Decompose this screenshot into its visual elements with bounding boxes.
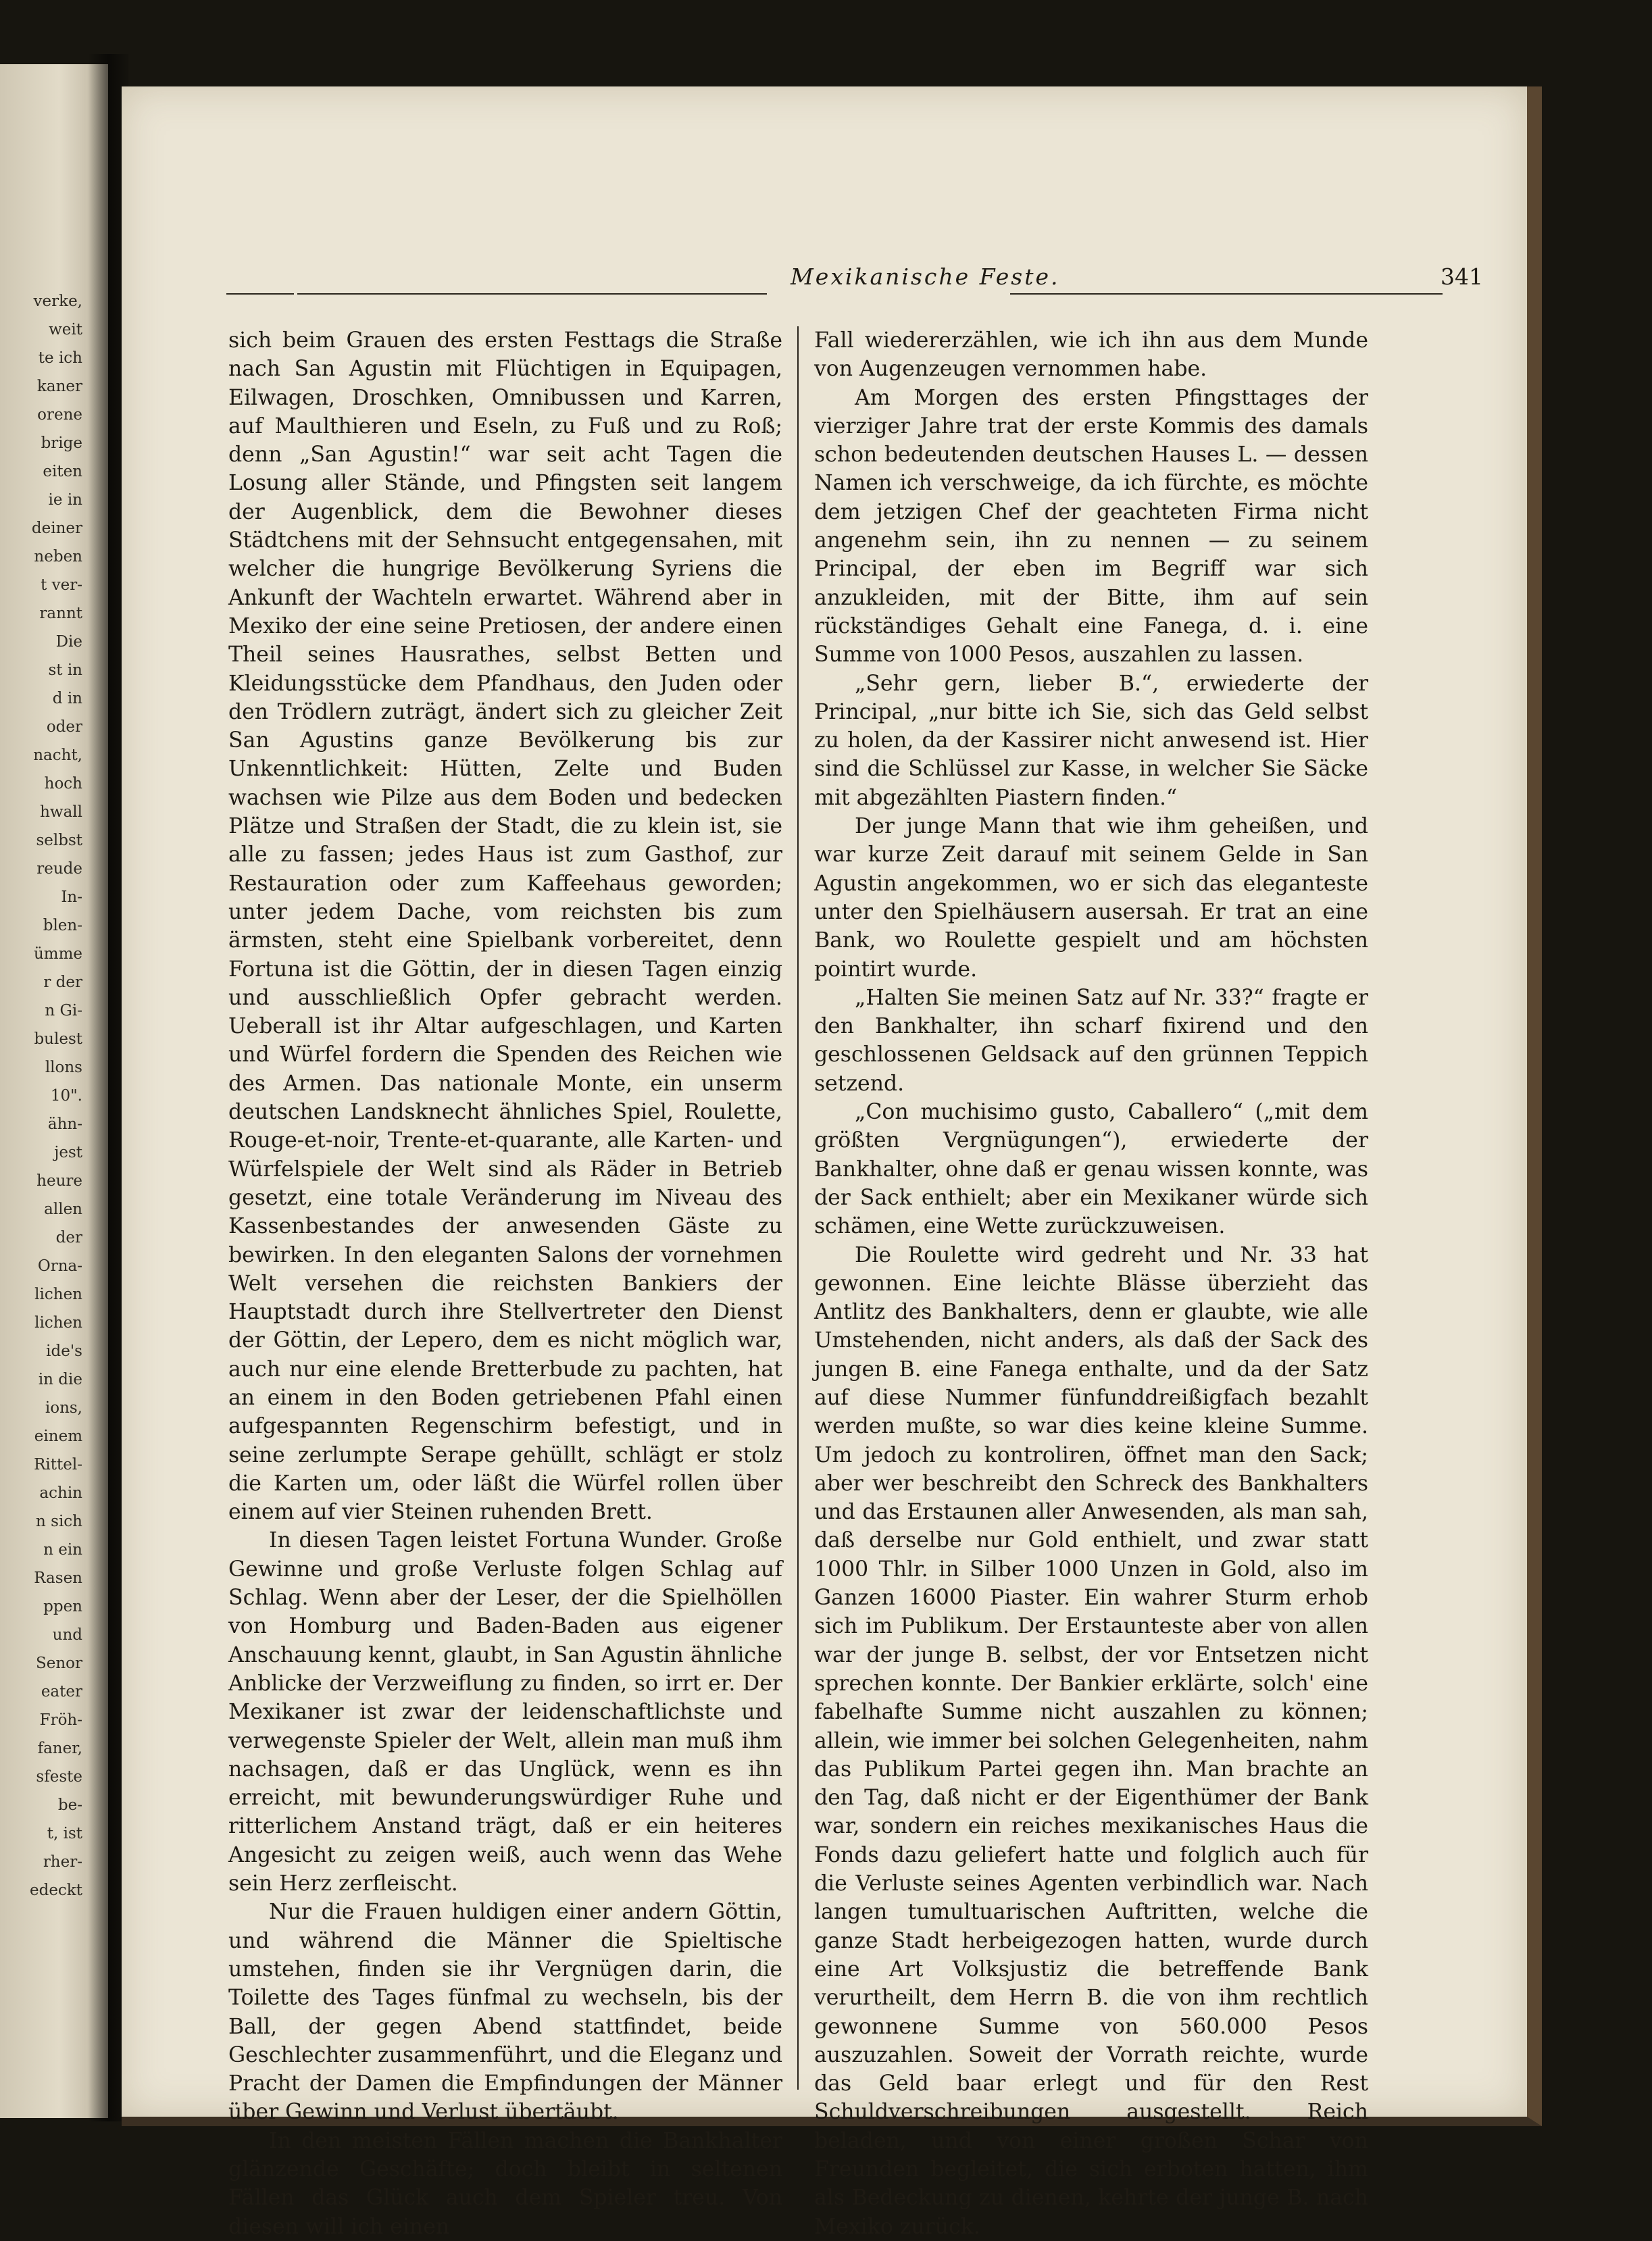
facing-page-fragment: Senor [35, 1655, 82, 1672]
facing-page-fragment: verke, [33, 293, 82, 310]
facing-page-fragment: der [55, 1229, 82, 1247]
facing-page-fragment: ions, [45, 1399, 82, 1417]
header-rule-right [1010, 293, 1443, 295]
facing-page-text-fragments [3, 287, 82, 1905]
facing-page-fragment: brige [41, 434, 82, 452]
facing-page-fragment: t ver- [41, 576, 82, 594]
facing-page-fragment: deiner [31, 520, 82, 537]
facing-page-fragment: hwall [40, 803, 82, 821]
facing-page-fragment: reude [36, 860, 82, 878]
facing-page-fragment: be- [57, 1796, 82, 1814]
facing-page-fragment: blen- [43, 917, 82, 934]
paragraph: „Sehr gern, lieber B.“, erwiederte der Principal, „nur bitte ich Sie, sich das Geld selbst zu holen, da der Kassirer nicht anwesend ist. Hier sind die Schlüssel zur Kasse, in welcher Sie Säcke mit abgezählten Piastern finden.“ [814, 671, 1368, 810]
facing-page-fragment: faner, [37, 1740, 82, 1757]
paragraph: „Con muchisimo gusto, Caballero“ („mit dem größten Vergnügungen“), erwiederte der Bankhalter, ohne daß er genau wissen konnte, was der Sack enthielt; aber ein Mexikaner würde sich schämen, eine Wette zurückzuweisen. [814, 1100, 1368, 1239]
facing-page-fragment: 10". [50, 1087, 82, 1105]
facing-page-fragment: rannt [39, 605, 82, 622]
facing-page-fragment: rher- [43, 1853, 82, 1871]
text-column-right [814, 326, 1368, 2241]
facing-page-fragment: bulest [34, 1030, 82, 1048]
facing-page-fragment: ide's [46, 1342, 82, 1360]
running-header [226, 263, 1483, 297]
facing-page-fragment: lichen [34, 1286, 82, 1303]
facing-page-fragment: selbst [36, 832, 82, 849]
facing-page-fragment: kaner [36, 378, 82, 395]
paragraph: In den meisten Fällen machen die Bankhalter glänzende Geschäfte; doch bleibt in seltenen Fällen das Glück auch dem Spieler treu. Von diesen will ich einen [228, 2128, 782, 2239]
facing-page-fragment: ümme [33, 945, 82, 963]
facing-page-fragment: Rasen [34, 1569, 82, 1587]
facing-page-fragment: ähn- [47, 1115, 82, 1133]
facing-page-fragment: nacht, [33, 747, 82, 764]
facing-page-fragment: edeckt [29, 1882, 82, 1899]
facing-page-fragment: neben [34, 548, 82, 565]
facing-page-fragment: n Gi- [45, 1002, 82, 1019]
paragraph: „Halten Sie meinen Satz auf Nr. 33?“ fragte er den Bankhalter, ihn scharf fixirend und den geschlossenen Geldsack auf den grünnen Teppich setzend. [814, 985, 1368, 1096]
facing-page-fragment: sfeste [36, 1768, 82, 1786]
facing-page-fragment: jest [54, 1144, 82, 1161]
facing-page-fragment: n sich [36, 1513, 82, 1530]
facing-page-fragment: n ein [43, 1541, 82, 1559]
column-divider [797, 326, 799, 2090]
paragraph: Fall wiedererzählen, wie ich ihn aus dem Munde von Augenzeugen vernommen habe. [814, 328, 1368, 382]
facing-page-fragment: weit [49, 321, 82, 338]
page-number: 341 [1441, 263, 1483, 290]
facing-page-fragment: Die [55, 633, 82, 651]
facing-page-fragment: heure [36, 1172, 82, 1190]
paragraph: Nur die Frauen huldigen einer andern Göttin, und während die Männer die Spieltische umstehen, finden sie ihr Vergnügen darin, die Toilette des Tages fünfmal zu wechseln, bis der Ball, der gegen Abend stattfindet, beide Geschlechter zusammenführt, und die Eleganz und Pracht der Damen die Empfindungen der Männer über Gewinn und Verlust übertäubt. [228, 1900, 782, 2125]
facing-page-fragment: eiten [43, 463, 82, 480]
facing-page-fragment: in die [38, 1371, 82, 1388]
facing-page-fragment: st in [48, 661, 82, 679]
facing-page-fragment: allen [44, 1201, 82, 1218]
paragraph: Die Roulette wird gedreht und Nr. 33 hat gewonnen. Eine leichte Blässe überzieht das Antlitz des Bankhalters, denn er glaubte, wie alle Umstehenden, nicht anders, als daß der Sack des jungen B. eine Fanega enthalte, und da der Satz auf diese Nummer fünfunddreißigfach bezahlt werden mußte, so war dies keine kleine Summe. Um jedoch zu kontroliren, öffnet man den Sack; aber wer beschreibt den Schreck des Bankhalters und das Erstaunen aller Anwesenden, als man sah, daß derselbe nur Gold enthielt, und zwar statt 1000 Thlr. in Silber 1000 Unzen in Gold, also im Ganzen 16000 Piaster. Ein wahrer Sturm erhob sich im Publikum. Der Erstaunteste aber von allen war der junge B. selbst, der vor Entsetzen nicht sprechen konnte. Der Bankier erklärte, solch' eine fabelhafte Summe nicht auszahlen zu können; allein, wie immer bei solchen Gelegenheiten, nahm das Publikum Partei gegen ihn. Man brachte an den Tag, daß nicht er der Eigenthümer der Bank war, sondern ein reiches mexikanisches Haus die Fonds dazu geliefert hatte und folglich auch für die Verluste seines Agenten verbindlich war. Nach langen tumultuarischen Auftritten, welche die ganze Stadt herbeigezogen hatten, wurde durch eine Art Volksjustiz die betreffende Bank verurtheilt, dem Herrn B. die von ihm rechtlich gewonnene Summe von 560.000 Pesos auszuzahlen. Soweit der Vorrath reichte, wurde das Geld baar erlegt und für den Rest Schuldverschreibungen ausgestellt. Reich beladen, und von einer großen Schar von Freunden begleitet, die sich erboten hatten, ihm als Bedeckung zu dienen, kehrte der junge B. nach Mexiko zurück. [814, 1242, 1368, 2239]
facing-page-fragment: d in [52, 690, 82, 707]
facing-page-fragment: und [52, 1626, 82, 1644]
paragraph: Der junge Mann that wie ihm geheißen, und war kurze Zeit darauf mit seinem Gelde in San Agustin angekommen, wo er sich das eleganteste unter den Spielhäusern ausersah. Er trat an eine Bank, wo Roulette gespielt und am höchsten pointirt wurde. [814, 814, 1368, 982]
facing-page-fragment: ppen [43, 1598, 82, 1615]
facing-page-fragment: ie in [48, 491, 82, 509]
facing-page-fragment: eater [41, 1683, 82, 1701]
facing-page-fragment: einem [34, 1428, 82, 1445]
header-rule-short [226, 293, 294, 295]
header-rule-left [297, 293, 767, 295]
facing-page-fragment: hoch [44, 775, 82, 792]
facing-page-fragment: orene [37, 406, 82, 424]
facing-page-fragment: oder [46, 718, 82, 736]
text-column-left [228, 326, 782, 2241]
facing-page-fragment: Orna- [37, 1257, 82, 1275]
facing-page-fragment: Fröh- [39, 1711, 82, 1729]
paragraph: Am Morgen des ersten Pfingsttages der vierziger Jahre trat der erste Kommis des damals schon bedeutenden deutschen Hauses L. — dessen Namen ich verschweige, da ich fürchte, es möchte dem jetzigen Chef der geachteten Firma nicht angenehm sein, ihn zu nennen — zu seinem Principal, der eben im Begriff war sich anzukleiden, mit der Bitte, ihm auf sein rückständiges Gehalt eine Fanega, d. i. eine Summe von 1000 Pesos, auszahlen zu lassen. [814, 385, 1368, 668]
facing-page-fragment: r der [43, 974, 82, 991]
running-title: Mexikanische Feste. [791, 263, 1060, 290]
facing-page-fragment: lichen [34, 1314, 82, 1332]
book-page [122, 86, 1542, 2239]
paragraph: sich beim Grauen des ersten Festtags die Straße nach San Agustin mit Flüchtigen in Equipagen, Eilwagen, Droschken, Omnibussen und Karren, auf Maulthieren und Eseln, zu Fuß und zu Roß; denn „San Agustin!“ war seit acht Tagen die Losung aller Stände, und Pfingsten seit langem der Augenblick, dem die Bewohner dieses Städtchens mit der Sehnsucht entgegensahen, mit welcher die hungrige Bevölkerung Syriens die Ankunft der Wachteln erwartet. Während aber in Mexiko der eine seine Pretiosen, der andere einen Theil seines Hausrathes, selbst Betten und Kleidungsstücke dem Pfandhaus, den Juden oder den Trödlern zuträgt, ändert sich zu gleicher Zeit San Agustins ganze Bevölkerung bis zur Unkenntlichkeit: Hütten, Zelte und Buden wachsen wie Pilze aus dem Boden und bedecken Plätze und Straßen der Stadt, die zu klein ist, sie alle zu fassen; jedes Haus ist zum Gasthof, zur Restauration oder zum Kaffeehaus geworden; unter jedem Dache, vom reichsten bis zum ärmsten, steht eine Spielbank vorbereitet, denn Fortuna ist die Göttin, der in diesen Tagen einzig und ausschließlich Opfer gebracht werden. Ueberall ist ihr Altar aufgeschlagen, und Karten und Würfel fordern die Spenden des Reichen wie des Armen. Das nationale Monte, ein unserm deutschen Landsknecht ähnliches Spiel, Roulette, Rouge-et-noir, Trente-et-quarante, alle Karten- und Würfelspiele der Welt sind als Räder in Betrieb gesetzt, eine totale Veränderung im Niveau des Kassenbestandes der anwesenden Gäste zu bewirken. In den eleganten Salons der vornehmen Welt versehen die reichsten Bankiers der Hauptstadt durch ihre Stellvertreter den Dienst der Göttin, der Lepero, dem es nicht möglich war, auch nur eine elende Bretterbude zu pachten, hat an einem in den Boden getriebenen Pfahl einen aufgespannten Regenschirm befestigt, und in seine zerlumpte Serape gehüllt, schlägt er stolz die Karten um, oder läßt die Würfel rollen über einem auf vier Steinen ruhenden Brett. [228, 328, 782, 1525]
facing-page-fragment: In- [61, 888, 82, 906]
facing-page-fragment: te ich [38, 349, 82, 367]
facing-page-fragment: t, ist [47, 1825, 82, 1842]
facing-page-fragment: llons [45, 1059, 82, 1076]
paragraph: In diesen Tagen leistet Fortuna Wunder. Große Gewinne und große Verluste folgen Schlag auf Schlag. Wenn aber der Leser, der die Spielhöllen von Homburg und Baden-Baden aus eigener Anschauung kennt, glaubt, in San Agustin ähnliche Anblicke der Verzweiflung zu finden, so irrt er. Der Mexikaner ist zwar der leidenschaftlichste und verwegenste Spieler der Welt, allein man muß ihm nachsagen, daß er das Unglück, wenn es ihn erreicht, mit bewunderungswürdiger Ruhe und ritterlichem Anstand trägt, daß er ein heiteres Angesicht zu zeigen weiß, auch wenn das Wehe sein Herz zerfleischt. [228, 1528, 782, 1896]
facing-page-fragment: Rittel- [34, 1456, 82, 1474]
facing-page-fragment: achin [39, 1484, 82, 1502]
